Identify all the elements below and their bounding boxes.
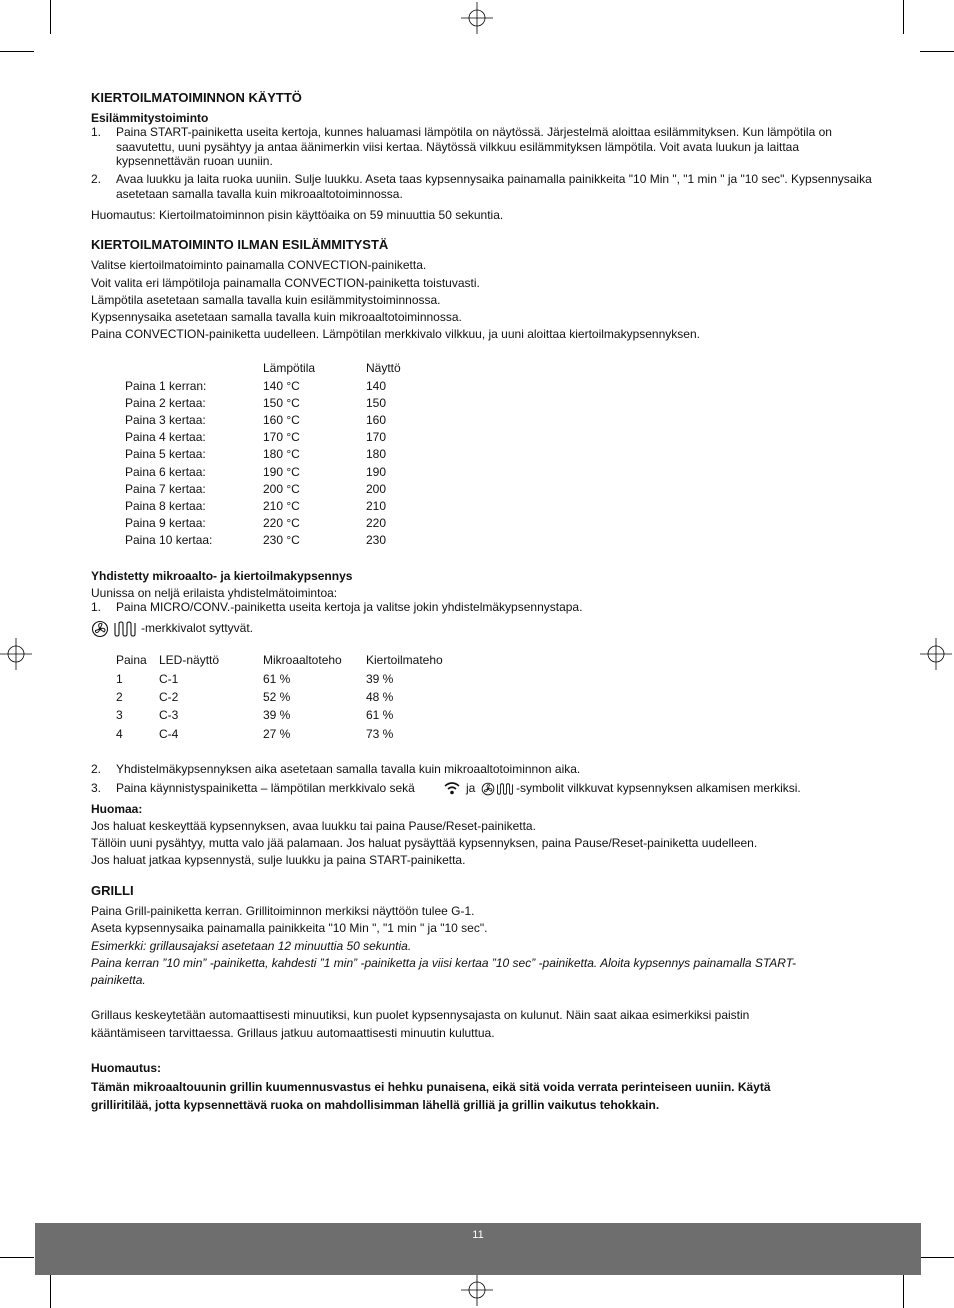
table-cell: 52 %	[263, 690, 291, 704]
crop-mark	[903, 1275, 904, 1308]
table-header: Lämpötila	[263, 361, 316, 375]
paragraph-line: kääntämiseen tarvittaessa. Grillaus jatkuu automaattisesti minuutin kuluttua.	[91, 1026, 495, 1040]
table-cell: 160	[366, 413, 387, 427]
paragraph-line: Lämpötila asetetaan samalla tavalla kuin esilämmitystoiminnossa.	[91, 293, 441, 307]
paragraph-line: Jos haluat keskeyttää kypsennyksen, avaa luukku tai paina Pause/Reset-painiketta.	[91, 819, 536, 833]
list-item: Paina MICRO/CONV.-painiketta useita kertoja ja valitse jokin yhdistelmäkypsennystapa.	[116, 600, 583, 614]
list-item-part: ja	[466, 781, 476, 795]
crop-mark	[0, 51, 34, 52]
temperature-indicator-icon	[443, 780, 461, 796]
list-item: Avaa luukku ja laita ruoka uuniin. Sulje luukku. Aseta taas kypsennysaika painamalla painikkeita "10 Min ", "1 min " ja "10 sec". Kypsennysaika asetetaan samalla tavalla kuin mikroaaltotoiminnossa.	[116, 172, 872, 201]
table-cell: Paina 4 kertaa:	[125, 430, 206, 444]
table-cell: C-3	[159, 708, 179, 722]
section-title: KIERTOILMATOIMINNON KÄYTTÖ	[91, 90, 302, 105]
note-title: Huomautus:	[91, 1061, 161, 1075]
table-cell: 200 °C	[263, 482, 300, 496]
list-item: Yhdistelmäkypsennyksen aika asetetaan samalla tavalla kuin mikroaaltotoiminnon aika.	[116, 762, 581, 776]
table-cell: 220	[366, 516, 387, 530]
example-line: Esimerkki: grillausajaksi asetetaan 12 minuuttia 50 sekuntia.	[91, 939, 412, 953]
table-cell: 61 %	[263, 672, 291, 686]
footer-bar	[35, 1223, 921, 1275]
paragraph-line: Jos haluat jatkaa kypsennystä, sulje luukku ja paina START-painiketta.	[91, 853, 466, 867]
table-header: Mikroaaltoteho	[263, 653, 342, 667]
table-cell: 190 °C	[263, 465, 300, 479]
table-cell: Paina 2 kertaa:	[125, 396, 206, 410]
warning-line: grilliritilää, jotta kypsennettävä ruoka on mahdollisimman lähellä grilliä ja grillin vaikutus tehokkain.	[91, 1098, 660, 1112]
table-cell: C-4	[159, 727, 179, 741]
table-cell: 2	[116, 690, 123, 704]
list-item-part: Paina käynnistyspainiketta – lämpötilan merkkivalo sekä	[116, 781, 415, 795]
section-title: KIERTOILMATOIMINTO ILMAN ESILÄMMITYSTÄ	[91, 237, 389, 252]
table-cell: 200	[366, 482, 387, 496]
subsection-title: Yhdistetty mikroaalto- ja kiertoilmakypsennys	[91, 569, 353, 583]
crop-mark	[50, 1275, 51, 1308]
table-cell: Paina 3 kertaa:	[125, 413, 206, 427]
table-cell: Paina 1 kerran:	[125, 379, 207, 393]
registration-mark	[920, 638, 952, 670]
table-cell: 210 °C	[263, 499, 300, 513]
table-cell: 1	[116, 672, 123, 686]
paragraph-line: Aseta kypsennysaika painamalla painikkeita "10 Min ", "1 min " ja "10 sec".	[91, 921, 488, 935]
table-cell: 170	[366, 430, 387, 444]
table-cell: 27 %	[263, 727, 291, 741]
registration-mark	[461, 1274, 493, 1306]
subsection-title: Esilämmitystoiminto	[91, 111, 209, 125]
crop-mark	[903, 0, 904, 34]
fan-icon	[481, 782, 495, 796]
table-cell: Paina 10 kertaa:	[125, 533, 213, 547]
table-header: Kiertoilmateho	[366, 653, 443, 667]
list-item-part: -symbolit vilkkuvat kypsennyksen alkamisen merkiksi.	[516, 781, 801, 795]
paragraph-line: Voit valita eri lämpötiloja painamalla CONVECTION-painiketta toistuvasti.	[91, 276, 480, 290]
heating-element-icon	[496, 782, 514, 796]
table-cell: 150 °C	[263, 396, 300, 410]
crop-mark	[50, 0, 51, 34]
list-number: 3.	[91, 781, 102, 795]
table-cell: 170 °C	[263, 430, 300, 444]
table-cell: 160 °C	[263, 413, 300, 427]
table-cell: C-1	[159, 672, 179, 686]
paragraph-line: Valitse kiertoilmatoiminto painamalla CONVECTION-painiketta.	[91, 258, 427, 272]
table-cell: 230	[366, 533, 387, 547]
example-line: Paina kerran ”10 min” -painiketta, kahdesti ”1 min” -painiketta ja viisi kertaa ”10 sec” -painiketta. Aloita kypsennys painamalla START-	[91, 956, 796, 970]
list-number: 2.	[91, 172, 102, 186]
table-cell: 180 °C	[263, 447, 300, 461]
list-number: 1.	[91, 125, 102, 139]
paragraph-line: Grillaus keskeytetään automaattisesti minuutiksi, kun puolet kypsennysajasta on kulunut. Näin saat aikaa esimerkiksi paistin	[91, 1008, 750, 1022]
section-title: GRILLI	[91, 883, 134, 898]
fan-icon	[91, 620, 109, 638]
note-title: Huomaa:	[91, 802, 143, 816]
table-cell: 140	[366, 379, 387, 393]
table-cell: 48 %	[366, 690, 394, 704]
table-cell: 230 °C	[263, 533, 300, 547]
table-cell: 150	[366, 396, 387, 410]
crop-mark	[920, 51, 954, 52]
paragraph-line: Uunissa on neljä erilaista yhdistelmätoimintoa:	[91, 586, 338, 600]
table-cell: 140 °C	[263, 379, 300, 393]
table-cell: 4	[116, 727, 123, 741]
table-cell: 210	[366, 499, 387, 513]
crop-mark	[920, 1257, 954, 1258]
table-cell: Paina 6 kertaa:	[125, 465, 206, 479]
table-cell: 73 %	[366, 727, 394, 741]
page-number: 11	[472, 1229, 484, 1241]
table-cell: 180	[366, 447, 387, 461]
paragraph-line: Kypsennysaika asetetaan samalla tavalla kuin mikroaaltotoiminnossa.	[91, 310, 462, 324]
table-cell: 190	[366, 465, 387, 479]
table-cell: 39 %	[366, 672, 394, 686]
paragraph-line: Tällöin uuni pysähtyy, mutta valo jää palamaan. Jos haluat pysäyttää kypsennyksen, paina Pause/Reset-painiketta uudelleen.	[91, 836, 758, 850]
table-cell: Paina 7 kertaa:	[125, 482, 206, 496]
table-cell: 61 %	[366, 708, 394, 722]
table-header: Paina	[116, 653, 147, 667]
heating-element-icon	[113, 620, 137, 638]
table-cell: Paina 5 kertaa:	[125, 447, 206, 461]
warning-line: Tämän mikroaaltouunin grillin kuumennusvastus ei hehku punaisena, eikä sitä voida verrata perinteiseen uuniin. Käytä	[91, 1080, 771, 1094]
table-header: Näyttö	[366, 361, 401, 375]
table-cell: 39 %	[263, 708, 291, 722]
list-number: 1.	[91, 600, 102, 614]
note: Huomautus: Kiertoilmatoiminnon pisin käyttöaika on 59 minuuttia 50 sekuntia.	[91, 208, 504, 222]
registration-mark	[461, 2, 493, 34]
icons-caption: -merkkivalot syttyvät.	[141, 621, 254, 635]
example-line: painiketta.	[91, 973, 146, 987]
table-header: LED-näyttö	[159, 653, 220, 667]
table-cell: Paina 8 kertaa:	[125, 499, 206, 513]
list-item: Paina START-painiketta useita kertoja, kunnes haluamasi lämpötila on näytössä. Järjestelmä aloittaa esilämmityksen. Kun lämpötila on saavutettu, uuni pysähtyy ja antaa äänimerkin viisi kertaa. Näytössä vilkkuu esilämmityksen lämpötila. Voit avata luukun ja laittaa kypsennettävän ruoan uuniin.	[116, 125, 832, 168]
table-cell: 220 °C	[263, 516, 300, 530]
paragraph-line: Paina CONVECTION-painiketta uudelleen. Lämpötilan merkkivalo vilkkuu, ja uuni aloittaa kiertoilmakypsennyksen.	[91, 327, 700, 341]
table-cell: C-2	[159, 690, 179, 704]
table-cell: 3	[116, 708, 123, 722]
paragraph-line: Paina Grill-painiketta kerran. Grillitoiminnon merkiksi näyttöön tulee G-1.	[91, 904, 475, 918]
registration-mark	[0, 638, 32, 670]
list-number: 2.	[91, 762, 102, 776]
crop-mark	[0, 1257, 34, 1258]
table-cell: Paina 9 kertaa:	[125, 516, 206, 530]
